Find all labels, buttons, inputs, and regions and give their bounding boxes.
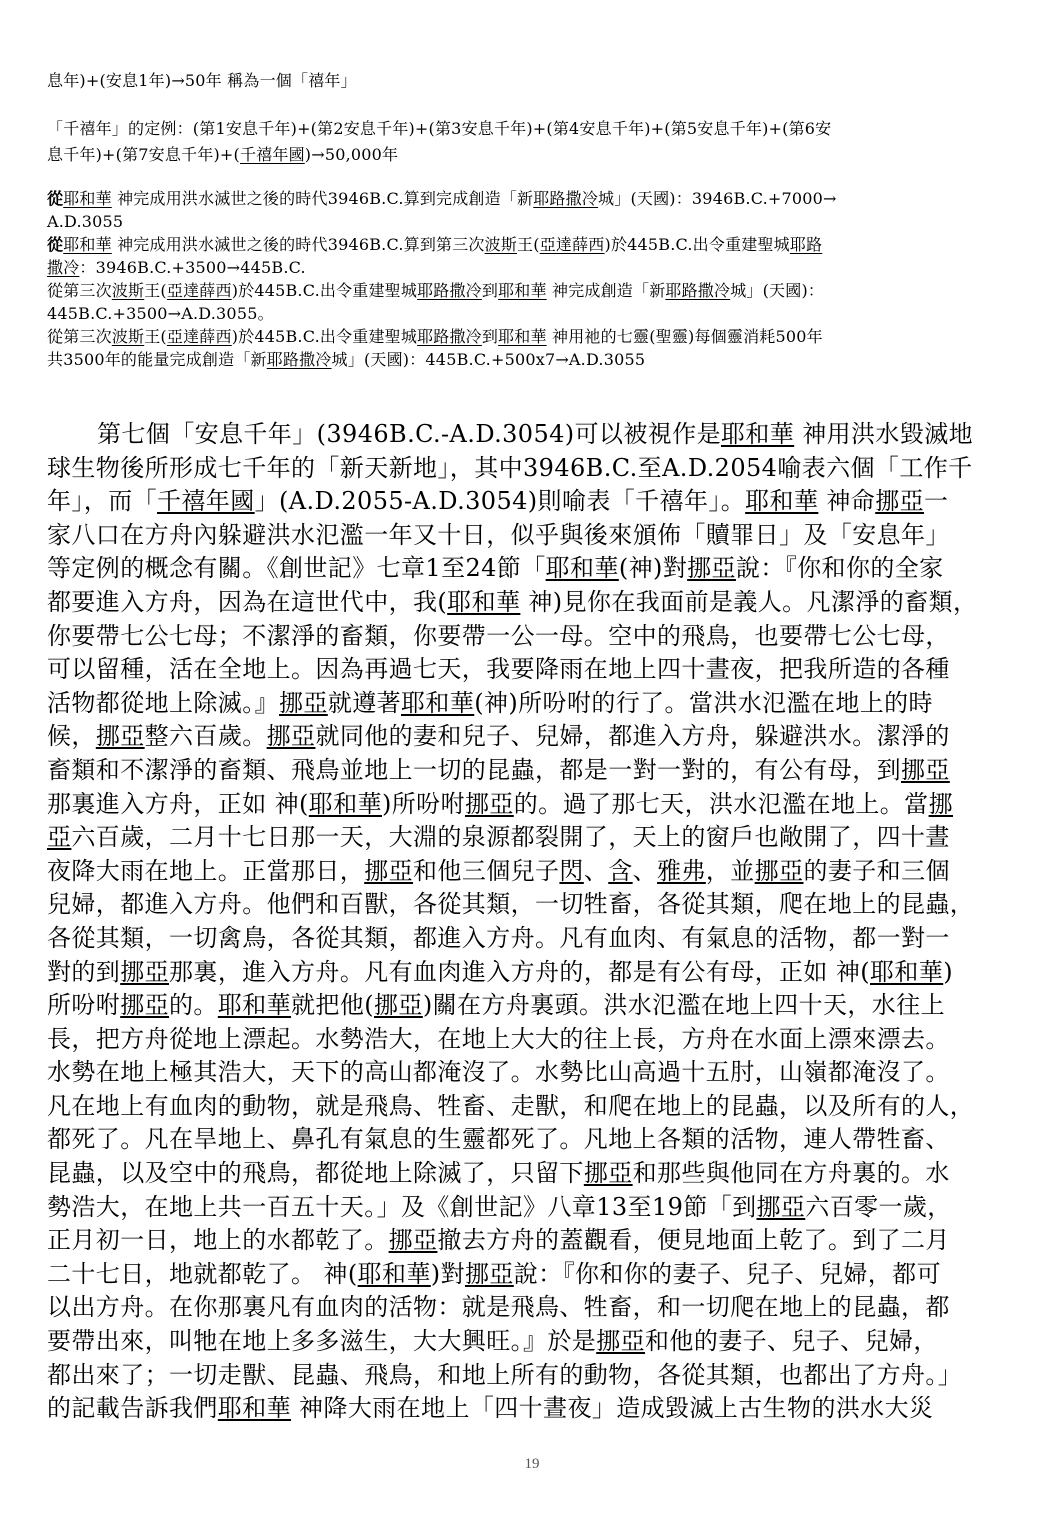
chronology-line-5: 從第三次波斯王(亞達薛西)於445B.C.出令重建聖城耶路撒冷到耶和華 神完成創造「新耶路撒冷城」(天國)： <box>47 281 825 300</box>
body-line-8: 可以留種，活在全地上。因為再過七天，我要降雨在地上四十晝夜，把我所造的各種 <box>47 655 950 684</box>
body-line-30: 的記載告訴我們耶和華 神降大雨在地上「四十晝夜」造成毀滅上古生物的洪水大災 <box>47 1394 934 1423</box>
chronology-line-2: A.D.3055 <box>47 212 124 231</box>
body-line-16: 各從其類，一切禽鳥，各從其類，都進入方舟。凡有血肉、有氣息的活物，都一對一 <box>47 923 950 952</box>
body-line-11: 畜類和不潔淨的畜類、飛鳥並地上一切的昆蟲，都是一對一對的，有公有母，到挪亞 <box>47 755 950 784</box>
body-line-22: 都死了。凡在旱地上、鼻孔有氣息的生靈都死了。凡地上各類的活物，連人帶牲畜、 <box>47 1125 950 1154</box>
jubilee-definition-line: 息年)+(安息1年)→50年 稱為一個「禧年」 <box>47 71 357 90</box>
body-line-21: 凡在地上有血肉的動物，就是飛鳥、牲畜、走獸，和爬在地上的昆蟲，以及所有的人， <box>47 1091 975 1120</box>
intro-section <box>47 68 1022 94</box>
body-line-27: 以出方舟。在你那裏凡有血肉的活物：就是飛鳥、牲畜，和一切爬在地上的昆蟲，都 <box>47 1293 950 1322</box>
chronology-line-3: 從耶和華 神完成用洪水滅世之後的時代3946B.C.算到第三次波斯王(亞達薛西)於445B.C.出令重建聖城耶路 <box>47 235 823 254</box>
chronology-line-1: 從耶和華 神完成用洪水滅世之後的時代3946B.C.算到完成創造「新耶路撒冷城」(天國)：3946B.C.+7000→ <box>47 189 837 208</box>
body-line-17: 對的到挪亞那裏，進入方舟。凡有血肉進入方舟的，都是有公有母，正如 神(耶和華) <box>47 957 953 986</box>
body-line-1: 第七個「安息千年」(3946B.C.-A.D.3054)可以被視作是耶和華 神用洪水毀滅地 <box>97 420 974 448</box>
body-line-5: 等定例的概念有關。《創世記》七章1至24節「耶和華(神)對挪亞說：『你和你的全家 <box>47 554 944 583</box>
millennium-definition-line-2: 息千年)+(第7安息千年)+(千禧年國)→50,000年 <box>47 145 399 164</box>
body-line-15: 兒婦，都進入方舟。他們和百獸，各從其類，一切牲畜，各從其類，爬在地上的昆蟲， <box>47 890 975 919</box>
millennium-definition <box>47 116 1022 168</box>
body-line-19: 長，把方舟從地上漂起。水勢浩大，在地上大大的往上長，方舟在水面上漂來漂去。 <box>47 1024 950 1053</box>
body-line-29: 都出來了；一切走獸、昆蟲、飛鳥，和地上所有的動物，各從其類，也都出了方舟。」 <box>47 1360 963 1389</box>
body-line-26: 二十七日，地就都乾了。 神(耶和華)對挪亞說：『你和你的妻子、兒子、兒婦，都可 <box>47 1259 941 1288</box>
body-line-25: 正月初一日，地上的水都乾了。挪亞撤去方舟的蓋觀看，便見地面上乾了。到了二月 <box>47 1226 950 1255</box>
body-line-12: 那裏進入方舟，正如 神(耶和華)所吩咐挪亞的。過了那七天，洪水氾濫在地上。當挪 <box>47 789 953 818</box>
chronology-line-6: 445B.C.+3500→A.D.3055。 <box>47 304 274 323</box>
body-line-24: 勢浩大，在地上共一百五十天。」及《創世記》八章13至19節「到挪亞六百零一歲， <box>47 1192 952 1221</box>
body-line-6: 都要進入方舟，因為在這世代中，我(耶和華 神)見你在我面前是義人。凡潔淨的畜類， <box>47 587 978 616</box>
body-line-28: 要帶出來，叫牠在地上多多滋生，大大興旺。』於是挪亞和他的妻子、兒子、兒婦， <box>47 1327 938 1356</box>
body-line-20: 水勢在地上極其浩大，天下的高山都淹沒了。水勢比山高過十五肘，山嶺都淹沒了。 <box>47 1058 950 1087</box>
body-line-2: 球生物後所形成七千年的「新天新地」，其中3946B.C.至A.D.2054喻表六個「工作千 <box>47 453 973 482</box>
chronology-line-7: 從第三次波斯王(亞達薛西)於445B.C.出令重建聖城耶路撒冷到耶和華 神用祂的七靈(聖靈)每個靈消耗500年 <box>47 327 823 346</box>
body-line-10: 候，挪亞整六百歲。挪亞就同他的妻和兒子、兒婦，都進入方舟，躲避洪水。潔淨的 <box>47 722 950 751</box>
main-paragraph <box>47 418 1022 1426</box>
body-line-13: 亞六百歲，二月十七日那一天，大淵的泉源都裂開了，天上的窗戶也敞開了，四十晝 <box>47 823 950 852</box>
body-line-18: 所吩咐挪亞的。耶和華就把他(挪亞)關在方舟裏頭。洪水氾濫在地上四十天，水往上 <box>47 991 945 1020</box>
body-line-23: 昆蟲，以及空中的飛鳥，都從地上除滅了，只留下挪亞和那些與他同在方舟裏的。水 <box>47 1159 950 1188</box>
page-number: 19 <box>524 1456 540 1472</box>
body-line-7: 你要帶七公七母；不潔淨的畜類，你要帶一公一母。空中的飛鳥，也要帶七公七母， <box>47 621 950 650</box>
chronology-section <box>47 187 1022 371</box>
millennium-definition-line-1: 「千禧年」的定例：(第1安息千年)+(第2安息千年)+(第3安息千年)+(第4安息千年)+(第5安息千年)+(第6安 <box>47 119 832 138</box>
body-line-4: 家八口在方舟內躲避洪水氾濫一年又十日，似乎與後來頒佈「贖罪日」及「安息年」 <box>47 520 950 549</box>
body-line-14: 夜降大雨在地上。正當那日，挪亞和他三個兒子閃、含、雅弗，並挪亞的妻子和三個 <box>47 856 950 885</box>
chronology-line-8: 共3500年的能量完成創造「新耶路撒冷城」(天國)：445B.C.+500x7→A.D.3055 <box>47 350 646 369</box>
body-line-3: 年」，而「千禧年國」(A.D.2055-A.D.3054)則喻表「千禧年」。耶和華 神命挪亞一 <box>47 487 949 516</box>
body-line-9: 活物都從地上除滅。』挪亞就遵著耶和華(神)所吩咐的行了。當洪水氾濫在地上的時 <box>47 688 933 717</box>
chronology-line-4: 撒冷：3946B.C.+3500→445B.C. <box>47 258 306 277</box>
